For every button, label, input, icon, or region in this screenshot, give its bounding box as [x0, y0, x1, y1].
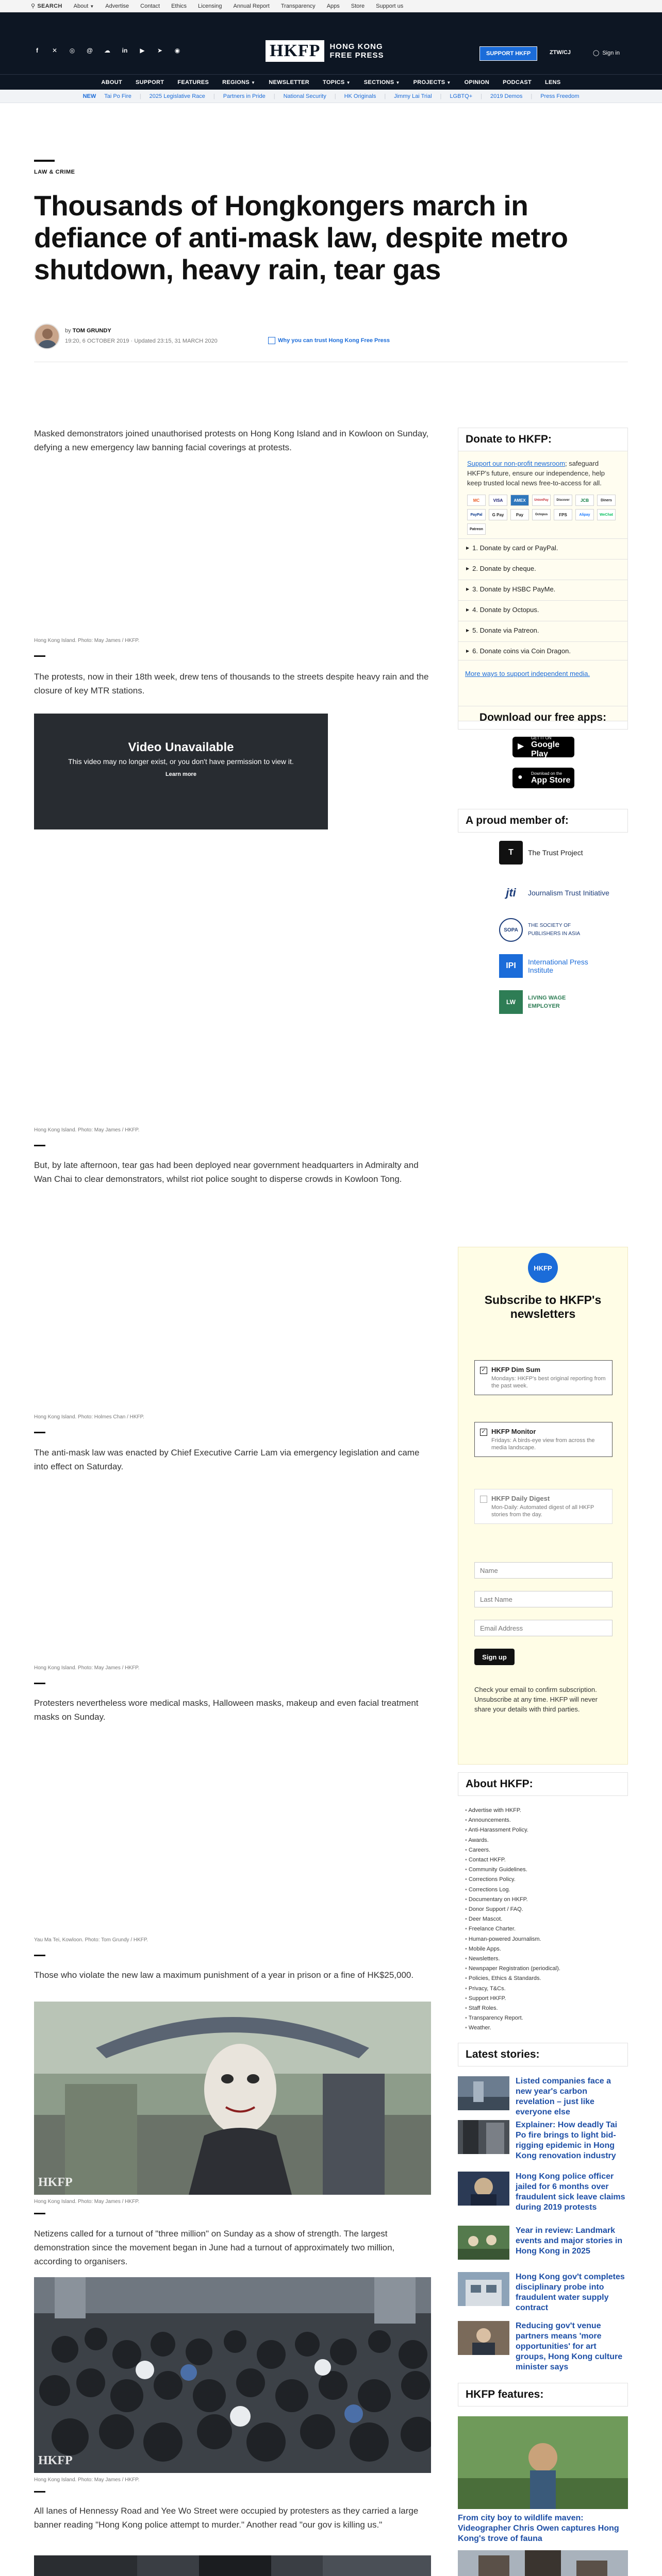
- ipi-logo: IPI: [499, 954, 523, 978]
- support-newsroom-link[interactable]: Support our non-profit newsroom: [467, 460, 566, 467]
- diners-icon: Diners: [597, 495, 616, 506]
- tag-item[interactable]: Tai Po Fire: [104, 93, 131, 99]
- member-ipi[interactable]: IPI International Press Institute: [499, 954, 595, 978]
- photo-masked-protester[interactable]: [34, 2002, 431, 2195]
- newsletter-option-daily-digest[interactable]: HKFP Daily Digest Mon-Daily: Automated digest of all HKFP stories from the day.: [474, 1489, 613, 1524]
- author-avatar[interactable]: [34, 324, 60, 349]
- about-link[interactable]: • Newsletters.: [465, 1954, 620, 1964]
- chevron-down-icon: ▼: [395, 80, 400, 85]
- paypal-icon: PayPal: [467, 509, 486, 520]
- site-logo[interactable]: [266, 40, 384, 62]
- nav-about[interactable]: ABOUT: [101, 79, 123, 86]
- article-header: [34, 160, 628, 344]
- about-link[interactable]: • Human-powered Journalism.: [465, 1935, 620, 1944]
- tag-item[interactable]: LGBTQ+: [450, 93, 473, 99]
- photo-banner-image: [34, 2555, 431, 2576]
- hkfp-badge: HKFP: [528, 1253, 558, 1283]
- util-transparency[interactable]: Transparency: [280, 3, 316, 9]
- last-name-field[interactable]: [474, 1591, 613, 1607]
- photo-umbrella-crowd-image: [34, 2277, 431, 2473]
- published-date: 19:20, 6 OCTOBER 2019: [65, 338, 129, 344]
- tag-item[interactable]: Press Freedom: [540, 93, 580, 99]
- about-link[interactable]: • Documentary on HKFP.: [465, 1895, 620, 1905]
- tag-item[interactable]: 2019 Demos: [490, 93, 523, 99]
- video-embed[interactable]: [34, 714, 328, 829]
- donate-title: Donate to HKFP:: [458, 428, 628, 451]
- member-jti[interactable]: jti Journalism Trust Initiative: [499, 881, 609, 905]
- story-thumbnail: [458, 2321, 509, 2355]
- photo-banner[interactable]: [34, 2555, 431, 2576]
- about-link[interactable]: • Freelance Charter.: [465, 1924, 620, 1934]
- image-caption: Hong Kong Island. Photo: Holmes Chan / HKFP.: [34, 1414, 144, 1420]
- donate-option-cheque[interactable]: ▶ 2. Donate by cheque.: [458, 559, 628, 578]
- newsletter-title: Subscribe to HKFP's newsletters: [484, 1293, 602, 1320]
- octopus-icon: Octopus: [532, 509, 551, 520]
- about-link[interactable]: • Announcements.: [465, 1816, 620, 1825]
- name-field[interactable]: [474, 1562, 613, 1579]
- user-icon: ◯: [593, 50, 600, 56]
- nav-features[interactable]: FEATURES: [177, 79, 209, 86]
- feature-title[interactable]: From city boy to wildlife maven: Videographer Chris Owen captures Hong Kong's trove of fauna: [458, 2514, 619, 2543]
- about-link[interactable]: • Corrections Policy.: [465, 1875, 620, 1885]
- hkfp-watermark: HKFP: [38, 2176, 73, 2189]
- feature-image[interactable]: [458, 2416, 628, 2509]
- chevron-down-icon: ▼: [251, 80, 256, 85]
- separator: |: [334, 93, 336, 99]
- paragraph: All lanes of Hennessy Road and Yee Wo Street were occupied by protesters as they carried a large banner reading "Hong Kong police attempt to murder." Another read "our gov is killing us.": [34, 2506, 419, 2530]
- tag-item[interactable]: National Security: [283, 93, 326, 99]
- about-link[interactable]: • Advertise with HKFP.: [465, 1806, 620, 1816]
- learn-more-link[interactable]: Learn more: [166, 771, 196, 777]
- donate-option-payme[interactable]: ▶ 3. Donate by HSBC PayMe.: [458, 580, 628, 598]
- about-link[interactable]: • Deer Mascot.: [465, 1914, 620, 1924]
- nav-support[interactable]: SUPPORT: [136, 79, 164, 86]
- trending-tags: [0, 90, 662, 103]
- newsletter-option-dim-sum[interactable]: ✓ HKFP Dim Sum Mondays: HKFP's best original reporting from the past week.: [474, 1360, 613, 1395]
- chevron-down-icon: ▼: [446, 80, 451, 85]
- story-thumbnail: [458, 2172, 509, 2206]
- feature-image-wildlife: [458, 2416, 628, 2509]
- donate-option-card[interactable]: ▶ 1. Donate by card or PayPal.: [458, 538, 628, 557]
- separator: |: [531, 93, 533, 99]
- discover-icon: Discover: [554, 495, 572, 506]
- member-trust-project[interactable]: T The Trust Project: [499, 841, 583, 865]
- paragraph: But, by late afternoon, tear gas had been deployed near government headquarters in Admiralty and Wan Chai to clear demonstrators, whilst riot police sought to disperse crowds in Kowloon Tong.: [34, 1160, 419, 1184]
- feature-image[interactable]: [458, 2550, 628, 2576]
- util-support[interactable]: Support us: [376, 3, 404, 9]
- patreon-icon: Patreon: [467, 523, 486, 535]
- tag-item[interactable]: Partners in Pride: [223, 93, 266, 99]
- story-item[interactable]: Hong Kong gov't completes disciplinary probe into fraudulent water supply contract: [458, 2272, 628, 2308]
- checkbox-unchecked[interactable]: [480, 1496, 487, 1503]
- separator: |: [273, 93, 275, 99]
- video-message: This video may no longer exist, or you don't have permission to view it.: [68, 757, 294, 766]
- rss-icon[interactable]: ◉: [174, 47, 180, 54]
- youtube-icon[interactable]: ▶: [140, 47, 145, 54]
- byline: by TOM GRUNDY: [65, 328, 111, 334]
- caption-rule: [34, 655, 45, 657]
- mastercard-icon: MC: [467, 495, 486, 506]
- main-nav: [0, 74, 662, 90]
- new-label: NEW: [82, 93, 96, 99]
- nav-projects[interactable]: PROJECTS ▼: [413, 79, 451, 86]
- photo-masked-protester-image: [34, 2002, 431, 2195]
- util-advertise[interactable]: Advertise: [105, 3, 129, 9]
- image-caption: Hong Kong Island. Photo: May James / HKFP.: [34, 638, 140, 643]
- shield-icon: [268, 337, 275, 344]
- caption-rule: [34, 2213, 45, 2214]
- story-item[interactable]: Hong Kong police officer jailed for 6 months over fraudulent sick leave claims during 2019 protests: [458, 2172, 628, 2208]
- paragraph: The anti-mask law was enacted by Chief Executive Carrie Lam via emergency legislation and came into effect on Saturday.: [34, 1448, 420, 1471]
- nav-regions[interactable]: REGIONS ▼: [222, 79, 256, 86]
- nav-podcast[interactable]: PODCAST: [503, 79, 532, 86]
- nav-opinion[interactable]: OPINION: [464, 79, 490, 86]
- image-caption: Hong Kong Island. Photo: May James / HKFP.: [34, 2199, 140, 2205]
- language-switch[interactable]: ZTW/CJ: [550, 49, 571, 56]
- about-link[interactable]: • Anti-Harassment Policy.: [465, 1825, 620, 1835]
- chevron-down-icon: ▼: [90, 4, 94, 9]
- apple-pay-icon: Pay: [510, 509, 529, 520]
- bluesky-icon[interactable]: ☁: [104, 47, 110, 54]
- nav-sections[interactable]: SECTIONS ▼: [363, 79, 400, 86]
- trust-link[interactable]: Why you can trust Hong Kong Free Press: [268, 337, 390, 344]
- donate-option-octopus[interactable]: ▶ 4. Donate by Octopus.: [458, 600, 628, 619]
- visa-icon: VISA: [489, 495, 507, 506]
- paragraph: Those who violate the new law a maximum punishment of a year in prison or a fine of HK$25,000.: [34, 1970, 414, 1980]
- living-wage-logo: LW: [499, 990, 523, 1014]
- site-header: [0, 12, 662, 74]
- nav-topics[interactable]: TOPICS ▼: [323, 79, 351, 86]
- story-item[interactable]: Explainer: How deadly Tai Po fire brings to light bid-rigging epidemic in Hong Kong renovation industry: [458, 2120, 628, 2156]
- trust-project-logo: T: [499, 841, 523, 865]
- linkedin-icon[interactable]: in: [122, 47, 128, 54]
- video-title: Video Unavailable: [128, 740, 234, 754]
- threads-icon[interactable]: @: [87, 47, 93, 54]
- util-ethics[interactable]: Ethics: [171, 3, 187, 9]
- about-link[interactable]: • Donor Support / FAQ.: [465, 1905, 620, 1914]
- donate-text: Support our non-profit newsroom; safeguard HKFP's future, ensure our independence, help keep trusted local news free-to-access for all.: [467, 460, 605, 487]
- search-icon: ⚲: [31, 3, 36, 9]
- category-rule: [34, 160, 55, 162]
- email-field[interactable]: [474, 1620, 613, 1636]
- story-item[interactable]: Reducing gov't venue partners means 'more opportunities' for art groups, Hong Kong culture minister says: [458, 2321, 628, 2357]
- util-contact[interactable]: Contact: [140, 3, 160, 9]
- about-link[interactable]: • Transparency Report.: [465, 2013, 620, 2023]
- about-link[interactable]: • Community Guidelines.: [465, 1865, 620, 1875]
- tag-item[interactable]: Jimmy Lai Trial: [394, 93, 432, 99]
- checkbox-checked[interactable]: ✓: [480, 1429, 487, 1436]
- caption-rule: [34, 1683, 45, 1684]
- story-thumbnail: [458, 2226, 509, 2260]
- latest-title: Latest stories:: [458, 2043, 628, 2066]
- app-store-button[interactable]: ● Download on the App Store: [512, 768, 574, 788]
- paragraph: Protesters nevertheless wore medical masks, Halloween masks, makeup and even facial treatment masks on Sunday.: [34, 1698, 419, 1722]
- telegram-icon[interactable]: ➤: [157, 47, 163, 54]
- about-link[interactable]: • Corrections Log.: [465, 1885, 620, 1895]
- paragraph: The protests, now in their 18th week, drew tens of thousands to the streets despite heavy rain and the closure of key MTR stations.: [34, 672, 429, 696]
- caption-rule: [34, 1955, 45, 1956]
- separator: |: [440, 93, 442, 99]
- search-button[interactable]: ⚲ SEARCH: [31, 3, 62, 9]
- updated-date: Updated 23:15, 31 MARCH 2020: [134, 338, 218, 344]
- instagram-icon[interactable]: ◎: [69, 47, 75, 54]
- hkfp-watermark: HKFP: [38, 2454, 73, 2467]
- story-item[interactable]: Year in review: Landmark events and major stories in Hong Kong in 2025: [458, 2226, 628, 2262]
- article-dates: 19:20, 6 OCTOBER 2019 · Updated 23:15, 31 MARCH 2020: [65, 338, 218, 344]
- tag-item[interactable]: 2025 Legislative Race: [149, 93, 205, 99]
- support-hkfp-button[interactable]: SUPPORT HKFP: [479, 46, 537, 61]
- checkbox-checked[interactable]: ✓: [480, 1367, 487, 1374]
- about-link[interactable]: • Careers.: [465, 1845, 620, 1855]
- sopa-logo: SOPA: [499, 918, 523, 942]
- util-annual-report[interactable]: Annual Report: [233, 3, 270, 9]
- more-ways-link[interactable]: More ways to support independent media.: [465, 670, 590, 677]
- story-thumbnail: [458, 2120, 509, 2154]
- newsletter-option-monitor[interactable]: ✓ HKFP Monitor Fridays: A birds-eye view from across the media landscape.: [474, 1422, 613, 1457]
- util-store[interactable]: Store: [351, 3, 365, 9]
- logo-text: HONG KONG FREE PRESS: [329, 42, 384, 60]
- util-apps[interactable]: Apps: [326, 3, 340, 9]
- google-play-button[interactable]: ▶ GET IT ON Google Play: [512, 737, 574, 757]
- about-link[interactable]: • Mobile Apps.: [465, 1944, 620, 1954]
- facebook-icon[interactable]: f: [36, 47, 38, 54]
- social-links: [32, 45, 183, 56]
- newsletter-note: Check your email to confirm subscription. Unsubscribe at any time. HKFP will never share your details with third parties.: [474, 1686, 598, 1713]
- nav-lens[interactable]: LENS: [545, 79, 561, 86]
- sign-up-button[interactable]: Sign up: [474, 1649, 515, 1665]
- util-licensing[interactable]: Licensing: [198, 3, 222, 9]
- jcb-icon: JCB: [575, 495, 594, 506]
- about-link[interactable]: • Weather.: [465, 2023, 620, 2033]
- image-caption: Hong Kong Island. Photo: May James / HKFP.: [34, 2477, 140, 2483]
- member-living-wage[interactable]: LW LIVING WAGE EMPLOYER: [499, 990, 590, 1014]
- wechat-icon: WeChat: [597, 509, 616, 520]
- about-link[interactable]: • Support HKFP.: [465, 1994, 620, 2004]
- image-caption: Yau Ma Tei, Kowloon. Photo: Tom Grundy / HKFP.: [34, 1937, 148, 1943]
- about-link[interactable]: • Staff Roles.: [465, 2004, 620, 2013]
- article-category[interactable]: LAW & CRIME: [34, 169, 75, 175]
- alipay-icon: Alipay: [575, 509, 594, 520]
- members-title: A proud member of:: [458, 809, 628, 833]
- utility-bar: [0, 0, 662, 12]
- tag-item[interactable]: HK Originals: [344, 93, 376, 99]
- member-sopa[interactable]: SOPA THE SOCIETY OF PUBLISHERS IN ASIA: [499, 918, 600, 942]
- util-about[interactable]: About ▼: [73, 3, 94, 9]
- caption-rule: [34, 1432, 45, 1433]
- logo-mark: HKFP: [266, 40, 324, 62]
- story-item[interactable]: Listed companies face a new year's carbon revelation – just like everyone else: [458, 2076, 628, 2112]
- google-pay-icon: G Pay: [489, 509, 507, 520]
- about-link[interactable]: • Privacy, T&Cs.: [465, 1984, 620, 1994]
- separator: |: [213, 93, 215, 99]
- sign-in-link[interactable]: ◯ Sign in: [593, 49, 620, 56]
- separator: |: [481, 93, 482, 99]
- about-link[interactable]: • Newspaper Registration (periodical).: [465, 1964, 620, 1974]
- about-link[interactable]: • Awards.: [465, 1836, 620, 1845]
- author-link[interactable]: TOM GRUNDY: [72, 328, 111, 334]
- about-title: About HKFP:: [458, 1772, 628, 1796]
- x-icon[interactable]: ✕: [52, 47, 58, 54]
- image-caption: Hong Kong Island. Photo: May James / HKFP.: [34, 1665, 140, 1671]
- article-headline: Thousands of Hongkongers march in defiance of anti-mask law, despite metro shutdown, heavy rain, tear gas: [34, 190, 568, 285]
- byline-row: [34, 324, 628, 354]
- feature-image-fire: [458, 2550, 628, 2576]
- play-store-icon: ▶: [518, 742, 524, 751]
- donate-option-coins[interactable]: ▶ 6. Donate coins via Coin Dragon.: [458, 641, 628, 660]
- story-thumbnail: [458, 2076, 509, 2110]
- image-caption: Hong Kong Island. Photo: May James / HKFP.: [34, 1127, 140, 1133]
- about-links: [465, 1806, 620, 2033]
- jti-logo: jti: [506, 886, 516, 899]
- donate-option-patreon[interactable]: ▶ 5. Donate via Patreon.: [458, 621, 628, 639]
- payment-icons: [467, 495, 622, 535]
- chevron-down-icon: ▼: [346, 80, 351, 85]
- separator: |: [139, 93, 141, 99]
- caption-rule: [34, 1145, 45, 1146]
- apple-icon: ●: [518, 773, 523, 782]
- story-thumbnail: [458, 2272, 509, 2306]
- about-link[interactable]: • Contact HKFP.: [465, 1855, 620, 1865]
- photo-umbrella-crowd[interactable]: [34, 2277, 431, 2473]
- paragraph: Netizens called for a turnout of "three million" on Sunday as a show of strength. The largest demonstration since the movement began in June had a turnout of approximately two million, according to organisers.: [34, 2229, 395, 2266]
- caption-rule: [34, 2491, 45, 2493]
- apps-title: Download our free apps:: [458, 706, 628, 730]
- fps-icon: FPS: [554, 509, 572, 520]
- paragraph: Masked demonstrators joined unauthorised protests on Hong Kong Island and in Kowloon on Sunday, defying a new emergency law banning facial coverings at protests.: [34, 429, 429, 452]
- unionpay-icon: UnionPay: [532, 495, 551, 506]
- about-link[interactable]: • Policies, Ethics & Standards.: [465, 1974, 620, 1984]
- separator: |: [384, 93, 386, 99]
- features-title: HKFP features:: [458, 2383, 628, 2406]
- amex-icon: AMEX: [510, 495, 529, 506]
- nav-newsletter[interactable]: NEWSLETTER: [269, 79, 310, 86]
